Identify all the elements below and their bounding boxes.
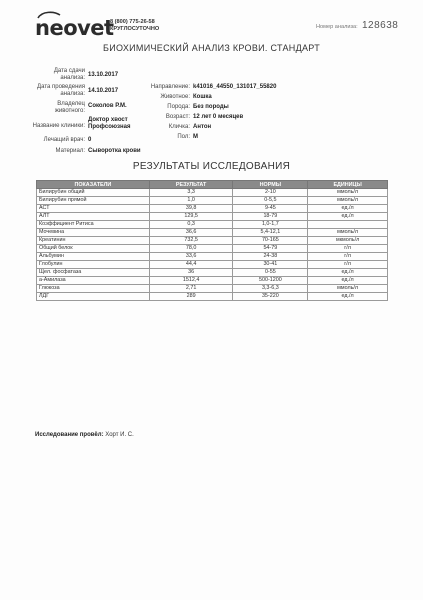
analysis-date-value: 14.10.2017 <box>88 88 119 94</box>
result-cell: 2,71 <box>149 285 233 293</box>
collection-date-label: Дата сдачи анализа: <box>53 68 85 81</box>
norm-cell: 0-5,5 <box>233 197 308 205</box>
norm-cell: 3,3-6,3 <box>233 285 308 293</box>
norm-cell: 30-41 <box>233 261 308 269</box>
result-cell: 0,3 <box>149 221 233 229</box>
collection-date-value: 13.10.2017 <box>88 72 119 78</box>
document-title: БИОХИМИЧЕСКИЙ АНАЛИЗ КРОВИ. СТАНДАРТ <box>102 43 321 53</box>
indicator-cell: Общий белок <box>37 245 150 253</box>
table-row <box>37 197 388 205</box>
sex-value: М <box>193 134 198 140</box>
header-result: РЕЗУЛЬТАТ <box>149 181 233 189</box>
result-cell: 289 <box>149 293 233 301</box>
norm-cell: 54-79 <box>233 245 308 253</box>
indicator-cell: АЛТ <box>37 213 150 221</box>
table-header-row <box>37 181 388 189</box>
indicator-cell: Мочевина <box>37 229 150 237</box>
pet-name-value: Антон <box>193 124 212 130</box>
norm-cell: 24-38 <box>233 253 308 261</box>
owner-value: Соколов Р.М. <box>88 103 127 109</box>
table-row <box>37 213 388 221</box>
age-label: Возраст: <box>165 114 190 120</box>
result-cell: 78,0 <box>149 245 233 253</box>
order-label: Номер анализа: <box>316 24 358 30</box>
breed-label: Порода: <box>167 104 190 110</box>
breed-value: Без породы <box>193 104 229 110</box>
result-cell: 1512,4 <box>149 277 233 285</box>
indicator-cell: Щел. фосфатаза <box>37 269 150 277</box>
referral-value: k41016_44550_131017_55820 <box>193 84 277 90</box>
clinic-label: Название клиники: <box>32 123 85 129</box>
result-cell: 39,8 <box>149 205 233 213</box>
header-norms: НОРМЫ <box>233 181 308 189</box>
age-value: 12 лет 0 месяцев <box>193 114 244 120</box>
unit-cell: ед./л <box>308 213 388 221</box>
indicator-cell: АСТ <box>37 205 150 213</box>
results-title: РЕЗУЛЬТАТЫ ИССЛЕДОВАНИЯ <box>132 161 291 172</box>
table-row <box>37 189 388 197</box>
conducted-by <box>35 432 134 438</box>
indicator-cell: Креатинин <box>37 237 150 245</box>
pet-name-label: Кличка: <box>168 124 190 130</box>
norm-cell: 5,4-12,1 <box>233 229 308 237</box>
norm-cell: 2-10 <box>233 189 308 197</box>
hotline-phone: 8 (800) 775-26-58 <box>110 19 155 25</box>
table-row <box>37 205 388 213</box>
unit-cell: ед./л <box>308 205 388 213</box>
table-row <box>37 277 388 285</box>
indicator-cell: Глюкоза <box>37 285 150 293</box>
neovet-logo <box>35 18 114 39</box>
hotline-hours: КРУГЛОСУТОЧНО <box>110 26 160 32</box>
norm-cell: 18-79 <box>233 213 308 221</box>
indicator-cell: Альбумин <box>37 253 150 261</box>
indicator-cell: ЛДГ <box>37 293 150 301</box>
owner-label: Владелец животного: <box>54 101 85 114</box>
unit-cell: ед./л <box>308 293 388 301</box>
unit-cell: г/л <box>308 245 388 253</box>
result-cell: 732,5 <box>149 237 233 245</box>
indicator-cell: Глобулин <box>37 261 150 269</box>
result-cell: 129,5 <box>149 213 233 221</box>
indicator-cell: Билирубин общий <box>37 189 150 197</box>
unit-cell: ммоль/л <box>308 189 388 197</box>
logo-text: neovet <box>35 16 114 40</box>
table-row <box>37 229 388 237</box>
unit-cell: ммоль/л <box>308 285 388 293</box>
material-label: Материал: <box>55 148 85 154</box>
unit-cell: г/л <box>308 261 388 269</box>
indicator-cell: Билирубин прямой <box>37 197 150 205</box>
animal-value: Кошка <box>193 94 212 100</box>
norm-cell: 35-220 <box>233 293 308 301</box>
indicator-cell: Коэффициент Ритиса <box>37 221 150 229</box>
logo-swirl-icon <box>36 11 62 19</box>
order-number: 128638 <box>362 20 399 31</box>
unit-cell <box>308 221 388 229</box>
unit-cell: ммоль/л <box>308 229 388 237</box>
norm-cell: 70-165 <box>233 237 308 245</box>
table-row <box>37 285 388 293</box>
unit-cell: ед./л <box>308 269 388 277</box>
header-indicator: ПОКАЗАТЕЛИ <box>37 181 150 189</box>
material-value: Сыворотка крови <box>88 148 141 154</box>
result-cell: 36 <box>149 269 233 277</box>
conducted-by-label: Исследование провёл: <box>35 432 104 438</box>
table-row <box>37 253 388 261</box>
animal-label: Животное: <box>160 94 190 100</box>
header-units: ЕДИНИЦЫ <box>308 181 388 189</box>
result-cell: 36,6 <box>149 229 233 237</box>
referral-label: Направление: <box>150 84 190 90</box>
norm-cell: 500-1200 <box>233 277 308 285</box>
norm-cell: 9-45 <box>233 205 308 213</box>
indicator-cell: а-Амилаза <box>37 277 150 285</box>
norm-cell: 1,0-1,7 <box>233 221 308 229</box>
doctor-label: Лечащий врач: <box>43 137 85 143</box>
result-cell: 3,3 <box>149 189 233 197</box>
unit-cell: мкмоль/л <box>308 237 388 245</box>
results-table <box>36 180 388 301</box>
norm-cell: 0-55 <box>233 269 308 277</box>
analysis-date-label: Дата проведения анализа: <box>37 84 85 97</box>
table-row <box>37 269 388 277</box>
table-row <box>37 221 388 229</box>
table-row <box>37 293 388 301</box>
unit-cell: г/л <box>308 253 388 261</box>
unit-cell: ммоль/л <box>308 197 388 205</box>
hotline <box>110 19 159 33</box>
table-row <box>37 237 388 245</box>
unit-cell: ед./л <box>308 277 388 285</box>
sex-label: Пол: <box>177 134 190 140</box>
clinic-value: Доктор хвост Профсоюзная <box>88 117 131 130</box>
table-row <box>37 261 388 269</box>
conducted-by-name: Хорт И. С. <box>105 432 134 438</box>
result-cell: 44,4 <box>149 261 233 269</box>
result-cell: 1,0 <box>149 197 233 205</box>
doctor-value: 0 <box>88 137 92 143</box>
table-row <box>37 245 388 253</box>
result-cell: 33,6 <box>149 253 233 261</box>
